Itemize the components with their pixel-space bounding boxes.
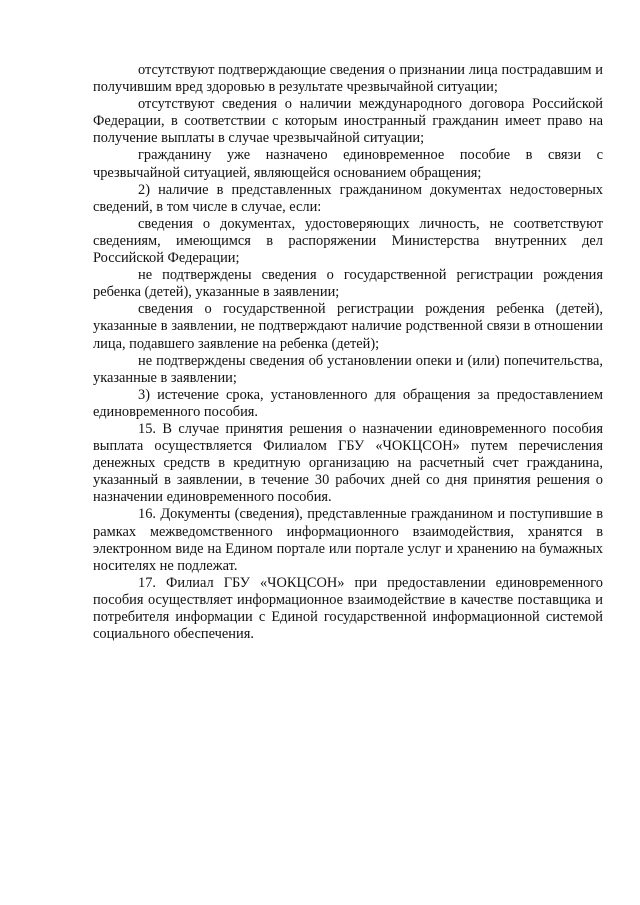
paragraph-identity-docs-mismatch: сведения о документах, удостоверяющих личность, не соответствуют сведениям, имеющимся в распоряжении Министерства внутренних дел Российской Федерации; (93, 215, 603, 267)
paragraph-already-assigned: гражданину уже назначено единовременное пособие в связи с чрезвычайной ситуацией, являющейся основанием обращения; (93, 147, 603, 181)
document-page (93, 62, 603, 643)
paragraph-section-16-documents-storage: 16. Документы (сведения), представленные гражданином и поступившие в рамках межведомственного информационного взаимодействия, хранятся в электронном виде на Едином портале или портале услуг и хранению на бумажных носителях не подлежат. (93, 506, 603, 574)
paragraph-no-international-treaty: отсутствуют сведения о наличии международного договора Российской Федерации, в соответствии с которым иностранный гражданин имеет право на получение выплаты в случае чрезвычайной ситуации; (93, 96, 603, 147)
paragraph-section-15-payment: 15. В случае принятия решения о назначении единовременного пособия выплата осуществляется Филиалом ГБУ «ЧОКЦСОН» путем перечисления денежных средств в кредитную организацию на расчетный счет гражданина, указанный в заявлении, в течение 30 рабочих дней со дня принятия решения о назначении единовременного пособия. (93, 420, 603, 506)
paragraph-item-3-deadline-expired: 3) истечение срока, установленного для обращения за предоставлением единовременного пособия. (93, 386, 603, 420)
paragraph-section-17-information-exchange: 17. Филиал ГБУ «ЧОКЦСОН» при предоставлении единовременного пособия осуществляет информационное взаимодействие в качестве поставщика и потребителя информации с Единой государственной информационной системой социального обеспечения. (93, 574, 603, 643)
paragraph-birth-registration-unconfirmed: не подтверждены сведения о государственной регистрации рождения ребенка (детей), указанные в заявлении; (93, 267, 603, 301)
paragraph-no-confirmation-injury: отсутствуют подтверждающие сведения о признании лица пострадавшим и получившим вред здоровью в результате чрезвычайной ситуации; (93, 62, 603, 96)
paragraph-kinship-unconfirmed: сведения о государственной регистрации рождения ребенка (детей), указанные в заявлении, не подтверждают наличие родственной связи в отношении лица, подавшего заявление на ребенка (детей); (93, 301, 603, 352)
paragraph-guardianship-unconfirmed: не подтверждены сведения об установлении опеки и (или) попечительства, указанные в заявлении; (93, 352, 603, 386)
paragraph-item-2-false-info: 2) наличие в представленных гражданином документах недостоверных сведений, в том числе в случае, если: (93, 181, 603, 215)
